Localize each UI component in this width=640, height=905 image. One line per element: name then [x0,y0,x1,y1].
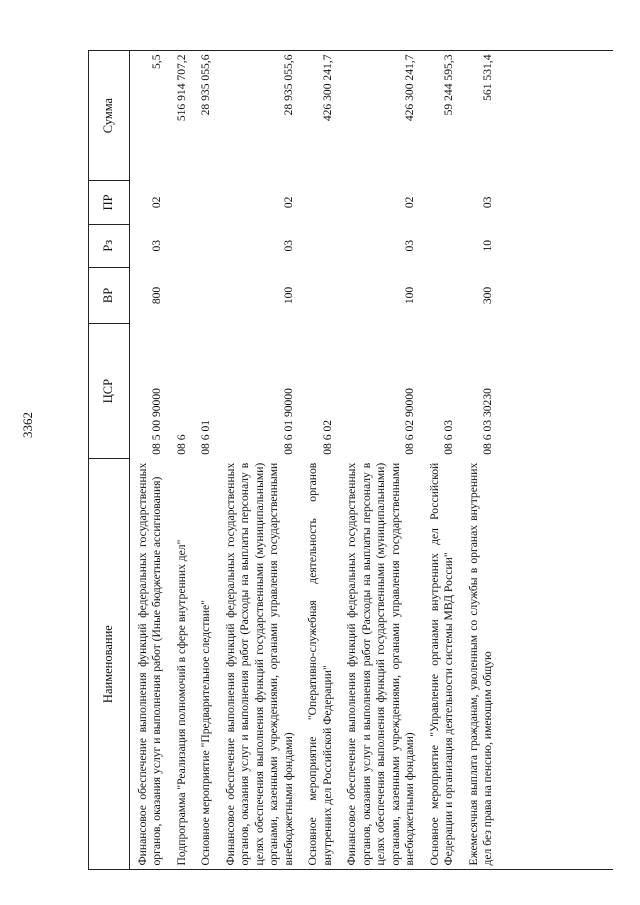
row-vr [300,267,339,323]
row-pr: 03 [481,196,495,209]
row-rz [169,224,193,267]
budget-table-container [88,50,613,870]
row-csr: 08 5 00 90000 [150,388,164,455]
header-pr: ПР [89,181,130,224]
row-name: Финансовое обеспечение выполнения функций федеральных государственных органов, оказания услуг и выполнения работ (Расходы на выплаты персоналу в целях обеспечения выполнения функций государственными (муниципальными) органами, казенными учреждениями, органами управления государственными внебюджетными фондами) [223,462,295,866]
row-csr: 08 6 02 [320,419,334,455]
row-pr [422,181,461,224]
row-pr: 02 [150,196,164,209]
row-sum: 516 914 707,2 [174,54,188,122]
row-csr: 08 6 01 [199,419,213,455]
row-csr: 08 6 03 [442,419,456,455]
row-pr [300,181,339,224]
row-pr [193,181,217,224]
row-name: Основное мероприятие "Оперативно-служебная деятельность органов внутренних дел Российской Федерации" [306,462,334,866]
table-row [339,51,421,870]
row-rz: 10 [481,239,495,252]
row-pr [169,181,193,224]
row-name: Финансовое обеспечение выполнения функций федеральных государственных органов, оказания услуг и выполнения работ (Иные бюджетные ассигнования) [136,462,164,866]
budget-table [88,50,500,870]
row-rz [422,224,461,267]
row-sum: 561 531,4 [481,54,495,101]
table-row [461,51,500,870]
row-csr: 08 6 03 30230 [481,388,495,455]
row-vr: 100 [281,286,295,305]
row-pr: 02 [281,196,295,209]
header-vr: ВР [89,267,130,323]
row-vr: 300 [481,286,495,305]
row-name: Основное мероприятие "Управление органами внутренних дел Российской Федерации и организация деятельности системы МВД России" [427,462,456,866]
row-vr: 100 [403,286,417,305]
row-sum: 28 935 055,6 [199,54,213,116]
row-rz: 03 [150,239,164,252]
row-csr: 08 6 [174,434,188,455]
row-name: Финансовое обеспечение выполнения функций федеральных государственных органов, оказания услуг и выполнения работ (Расходы на выплаты персоналу в целях обеспечения выполнения функций государственными (муниципальными) органами, казенными учреждениями, органами управления государственными внебюджетными фондами) [345,462,417,866]
table-row [130,51,169,870]
row-csr: 08 6 02 90000 [403,388,417,455]
row-rz [300,224,339,267]
header-sum: Сумма [89,51,130,181]
row-name: Ежемесячная выплата гражданам, уволенным со службы в органах внутренних дел без права на пенсию, имеющим общую [466,462,495,866]
table-row [193,51,217,870]
table-header-row [89,51,130,870]
header-csr: ЦСР [89,324,130,459]
row-vr [422,267,461,323]
header-name: Наименование [89,459,130,870]
row-vr [169,267,193,323]
row-sum: 5,5 [150,54,164,69]
row-vr [193,267,217,323]
row-vr: 800 [150,286,164,305]
row-sum: 426 300 241,7 [403,54,417,122]
row-rz: 03 [281,239,295,252]
row-sum: 59 244 595,3 [442,54,456,116]
row-rz [193,224,217,267]
table-row [169,51,193,870]
row-name: Подпрограмма "Реализация полномочий в сфере внутренних дел" [174,539,188,866]
row-rz: 03 [403,239,417,252]
table-row [218,51,300,870]
page-number: 3362 [20,412,35,438]
table-row [300,51,339,870]
row-name: Основное мероприятие "Предварительное следствие" [199,600,213,866]
header-rz: Рз [89,224,130,267]
row-sum: 426 300 241,7 [320,54,334,122]
row-pr: 02 [403,196,417,209]
row-sum: 28 935 055,6 [281,54,295,116]
row-csr: 08 6 01 90000 [281,388,295,455]
table-row [422,51,461,870]
